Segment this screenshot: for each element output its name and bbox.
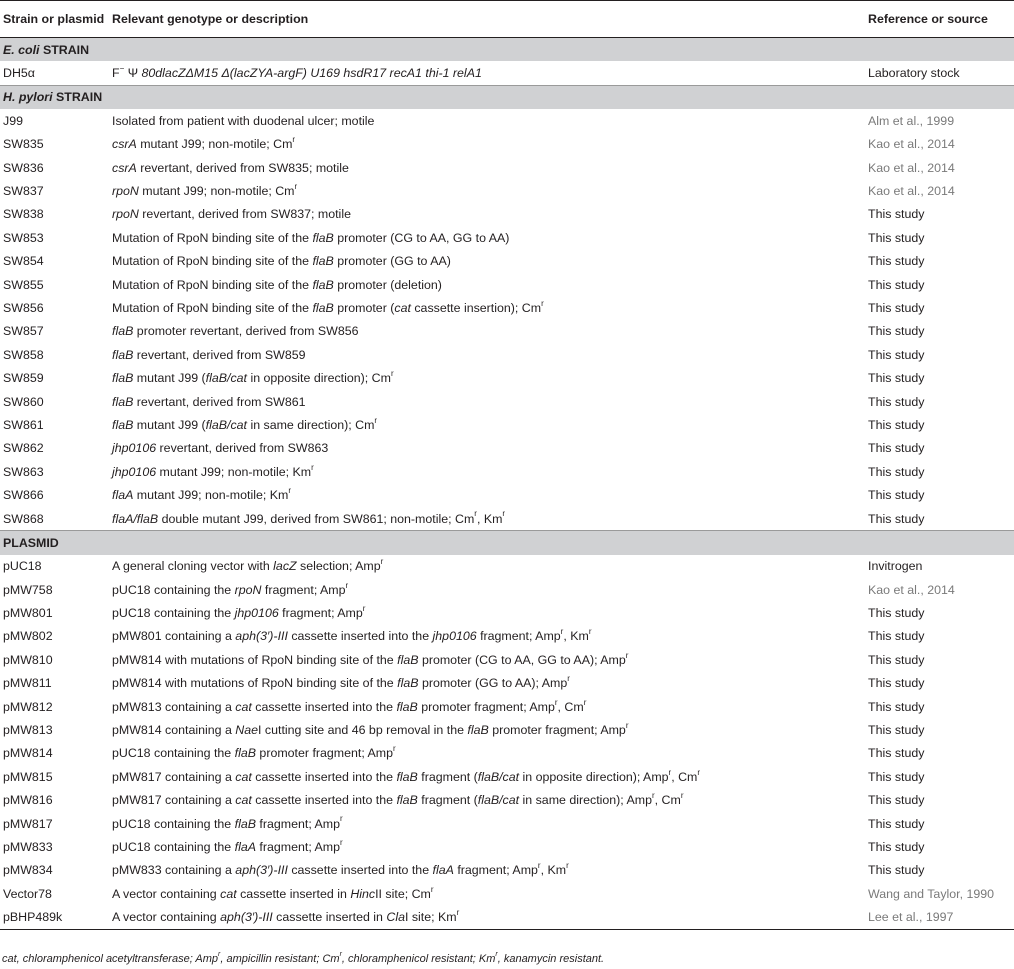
reference-source: This study xyxy=(868,230,925,245)
reference-source: This study xyxy=(868,207,925,222)
section-title: PLASMID xyxy=(0,531,1014,555)
strain-id: pMW812 xyxy=(3,699,53,714)
genotype-description: pUC18 containing the rpoN fragment; Amp$^r$ xyxy=(112,580,349,597)
table-row xyxy=(0,437,1014,460)
reference-link[interactable]: Wang and Taylor, 1990 xyxy=(868,886,995,901)
strain-id: pUC18 xyxy=(3,559,42,574)
strain-id: SW835 xyxy=(3,137,44,152)
strain-id: SW861 xyxy=(3,417,44,432)
table-row xyxy=(0,413,1014,436)
genotype-description: flaB mutant J99 (flaB/cat in same direction); Cm$^r$ xyxy=(112,415,378,432)
genotype-description: A general cloning vector with lacZ selection; Amp$^r$ xyxy=(112,557,384,574)
table-row xyxy=(0,273,1014,296)
table-row xyxy=(0,789,1014,812)
reference-source: This study xyxy=(868,464,925,479)
reference-source: This study xyxy=(868,254,925,269)
reference-source: This study xyxy=(868,488,925,503)
strain-id: SW853 xyxy=(3,230,44,245)
genotype-description: pMW801 containing a aph(3′)-III cassette inserted into the jhp0106 fragment; Amp$^r$, Km$^r$ xyxy=(112,627,592,644)
reference-source: This study xyxy=(868,863,925,878)
reference-source: This study xyxy=(868,417,925,432)
reference-link[interactable]: Kao et al., 2014 xyxy=(868,582,955,597)
table-row xyxy=(0,765,1014,788)
genotype-description: pMW833 containing a aph(3′)-III cassette inserted into the flaA fragment; Amp$^r$, Km$^r$ xyxy=(112,861,569,878)
strain-id: pMW813 xyxy=(3,723,53,738)
genotype-description: jhp0106 revertant, derived from SW863 xyxy=(112,441,329,456)
genotype-description: pUC18 containing the flaA fragment; Amp$^r$ xyxy=(112,837,343,854)
section-title: H. pylori STRAIN xyxy=(0,85,1014,109)
section-title: E. coli STRAIN xyxy=(0,38,1014,62)
reference-link[interactable]: Kao et al., 2014 xyxy=(868,137,955,152)
table-row xyxy=(0,133,1014,156)
reference-source: This study xyxy=(868,723,925,738)
genotype-description: pMW814 with mutations of RpoN binding site of the flaB promoter (CG to AA, GG to AA); Amp$^r$ xyxy=(112,650,629,667)
table-body xyxy=(0,38,1014,930)
genotype-description: Mutation of RpoN binding site of the flaB promoter (GG to AA) xyxy=(112,254,451,269)
strain-id: pMW833 xyxy=(3,839,53,854)
reference-source: This study xyxy=(868,441,925,456)
strain-id: SW855 xyxy=(3,277,44,292)
genotype-description: pUC18 containing the flaB fragment; Amp$^r$ xyxy=(112,814,343,831)
table-row xyxy=(0,672,1014,695)
reference-source: This study xyxy=(868,699,925,714)
table-row xyxy=(0,742,1014,765)
genotype-description: pMW814 containing a NaeI cutting site and 46 bp removal in the flaB promoter fragment; Amp$^r$ xyxy=(112,720,629,738)
genotype-description: A vector containing cat cassette inserted in HincII site; Cm$^r$ xyxy=(112,884,434,901)
genotype-description: flaB promoter revertant, derived from SW856 xyxy=(112,324,359,339)
table-row xyxy=(0,695,1014,718)
genotype-description: Mutation of RpoN binding site of the flaB promoter (CG to AA, GG to AA) xyxy=(112,230,510,245)
header-description: Relevant genotype or description xyxy=(109,1,865,38)
genotype-description: rpoN mutant J99; non-motile; Cm$^r$ xyxy=(112,181,298,199)
genotype-description: pMW814 with mutations of RpoN binding site of the flaB promoter (GG to AA); Amp$^r$ xyxy=(112,674,570,691)
genotype-description: jhp0106 mutant J99; non-motile; Km$^r$ xyxy=(112,462,314,479)
section-header xyxy=(0,85,1014,109)
table-row xyxy=(0,109,1014,132)
strain-id: pMW810 xyxy=(3,652,53,667)
table-row xyxy=(0,601,1014,624)
table-row xyxy=(0,578,1014,601)
strain-id: pMW802 xyxy=(3,629,53,644)
section-header xyxy=(0,531,1014,555)
strain-id: pBHP489k xyxy=(0,905,109,929)
table-row xyxy=(0,718,1014,741)
genotype-description: pMW817 containing a cat cassette inserted into the flaB fragment (flaB/cat in same direction); Amp$^r$, Cm$^r$ xyxy=(112,791,684,808)
reference-source: This study xyxy=(868,277,925,292)
genotype-description: flaB revertant, derived from SW859 xyxy=(112,347,306,362)
strain-id: SW866 xyxy=(3,488,44,503)
genotype-description: pUC18 containing the flaB promoter fragment; Amp$^r$ xyxy=(112,744,396,761)
reference-source: This study xyxy=(868,816,925,831)
table-row xyxy=(0,203,1014,226)
reference-source: This study xyxy=(868,676,925,691)
strain-id: pMW817 xyxy=(3,816,53,831)
strain-id: pMW801 xyxy=(3,606,53,621)
strain-id: Vector78 xyxy=(3,886,52,901)
strain-id: SW857 xyxy=(3,324,44,339)
strain-id: pMW758 xyxy=(3,582,53,597)
strain-id: pMW816 xyxy=(3,793,53,808)
table-row xyxy=(0,812,1014,835)
table-row xyxy=(0,882,1014,905)
genotype-description: flaA/flaB double mutant J99, derived from SW861; non-motile; Cm$^r$, Km$^r$ xyxy=(112,509,506,526)
section-header xyxy=(0,38,1014,62)
strain-id: J99 xyxy=(3,113,23,128)
table-row xyxy=(0,390,1014,413)
genotype-description: Mutation of RpoN binding site of the flaB promoter (cat cassette insertion); Cm$^r$ xyxy=(112,298,544,315)
reference-source: This study xyxy=(868,300,925,315)
table-row xyxy=(0,460,1014,483)
table-row xyxy=(0,343,1014,366)
table-row xyxy=(0,156,1014,179)
reference-source: This study xyxy=(868,371,925,386)
strain-id: SW836 xyxy=(3,160,44,175)
strain-id: DH5α xyxy=(3,66,35,81)
table-row xyxy=(0,366,1014,389)
table-row xyxy=(0,835,1014,858)
table-row xyxy=(0,483,1014,506)
table-row xyxy=(0,226,1014,249)
strain-id: SW859 xyxy=(3,371,44,386)
strain-id: pMW815 xyxy=(3,769,53,784)
strain-id: SW862 xyxy=(3,441,44,456)
table-row xyxy=(0,179,1014,202)
genotype-description: csrA mutant J99; non-motile; Cm$^r$ xyxy=(112,135,296,152)
table-row xyxy=(0,859,1014,882)
reference-source: Invitrogen xyxy=(868,559,923,574)
table-row xyxy=(0,648,1014,671)
reference-link[interactable]: Lee et al., 1997 xyxy=(865,905,1014,929)
genotype-description: pMW813 containing a cat cassette inserted into the flaB promoter fragment; Amp$^r$, Cm$^r$ xyxy=(112,697,587,714)
genotype-description: csrA revertant, derived from SW835; motile xyxy=(112,160,349,175)
table-row xyxy=(0,625,1014,648)
genotype-description: flaA mutant J99; non-motile; Km$^r$ xyxy=(112,485,291,503)
reference-source: This study xyxy=(868,629,925,644)
table-row xyxy=(0,250,1014,273)
genotype-description: flaB revertant, derived from SW861 xyxy=(112,394,306,409)
genotype-description: pUC18 containing the jhp0106 fragment; Amp$^r$ xyxy=(112,603,366,621)
strain-id: pMW834 xyxy=(3,863,53,878)
genotype-description: pMW817 containing a cat cassette inserted into the flaB fragment (flaB/cat in opposite direction); Amp$^r$, Cm$^r$ xyxy=(112,767,701,784)
strain-id: SW838 xyxy=(3,207,44,222)
table-row xyxy=(0,61,1014,85)
table-row xyxy=(0,296,1014,319)
table-row xyxy=(0,905,1014,929)
reference-source: This study xyxy=(868,606,925,621)
strain-id: SW860 xyxy=(3,394,44,409)
reference-source: This study xyxy=(868,839,925,854)
table-row xyxy=(0,507,1014,531)
genotype-description: Isolated from patient with duodenal ulcer; motile xyxy=(112,113,375,128)
reference-link[interactable]: Kao et al., 2014 xyxy=(868,160,955,175)
genotype-description: Mutation of RpoN binding site of the flaB promoter (deletion) xyxy=(112,277,442,292)
genotype-description: rpoN revertant, derived from SW837; motile xyxy=(112,207,351,222)
strain-id: SW837 xyxy=(3,184,44,199)
strain-id: SW858 xyxy=(3,347,44,362)
strain-id: pMW811 xyxy=(3,676,52,691)
reference-source: This study xyxy=(868,769,925,784)
header-strain: Strain or plasmid xyxy=(0,1,109,38)
table-row xyxy=(0,555,1014,578)
reference-source: This study xyxy=(868,652,925,667)
table-footnote: cat, chloramphenicol acetyltransferase; Amp$^r$, ampicillin resistant; Cm$^r$, chloramphenicol resistant; Km$^r$, kanamycin resistant. xyxy=(2,951,605,965)
strain-id: pMW814 xyxy=(3,746,53,761)
strain-id: SW868 xyxy=(3,511,44,526)
reference-source: This study xyxy=(868,394,925,409)
genotype-description: flaB mutant J99 (flaB/cat in opposite direction); Cm$^r$ xyxy=(112,369,394,386)
genotype-description: F− Ψ 80dlacZΔM15 Δ(lacZYA-argF) U169 hsdR17 recA1 thi-1 relA1 xyxy=(112,63,482,81)
header-reference: Reference or source xyxy=(865,1,1014,38)
reference-source: This study xyxy=(868,324,925,339)
table-row xyxy=(0,320,1014,343)
reference-source: This study xyxy=(868,793,925,808)
reference-source: This study xyxy=(868,511,925,526)
table-header-row xyxy=(0,1,1014,38)
genotype-description: A vector containing aph(3′)-III cassette inserted in ClaI site; Km$^r$ xyxy=(109,905,865,929)
reference-link[interactable]: Alm et al., 1999 xyxy=(868,113,955,128)
reference-source: This study xyxy=(868,347,925,362)
reference-source: This study xyxy=(868,746,925,761)
strain-id: SW856 xyxy=(3,300,44,315)
reference-source: Laboratory stock xyxy=(868,66,960,81)
strain-id: SW863 xyxy=(3,464,44,479)
reference-link[interactable]: Kao et al., 2014 xyxy=(868,184,955,199)
strain-id: SW854 xyxy=(3,254,44,269)
